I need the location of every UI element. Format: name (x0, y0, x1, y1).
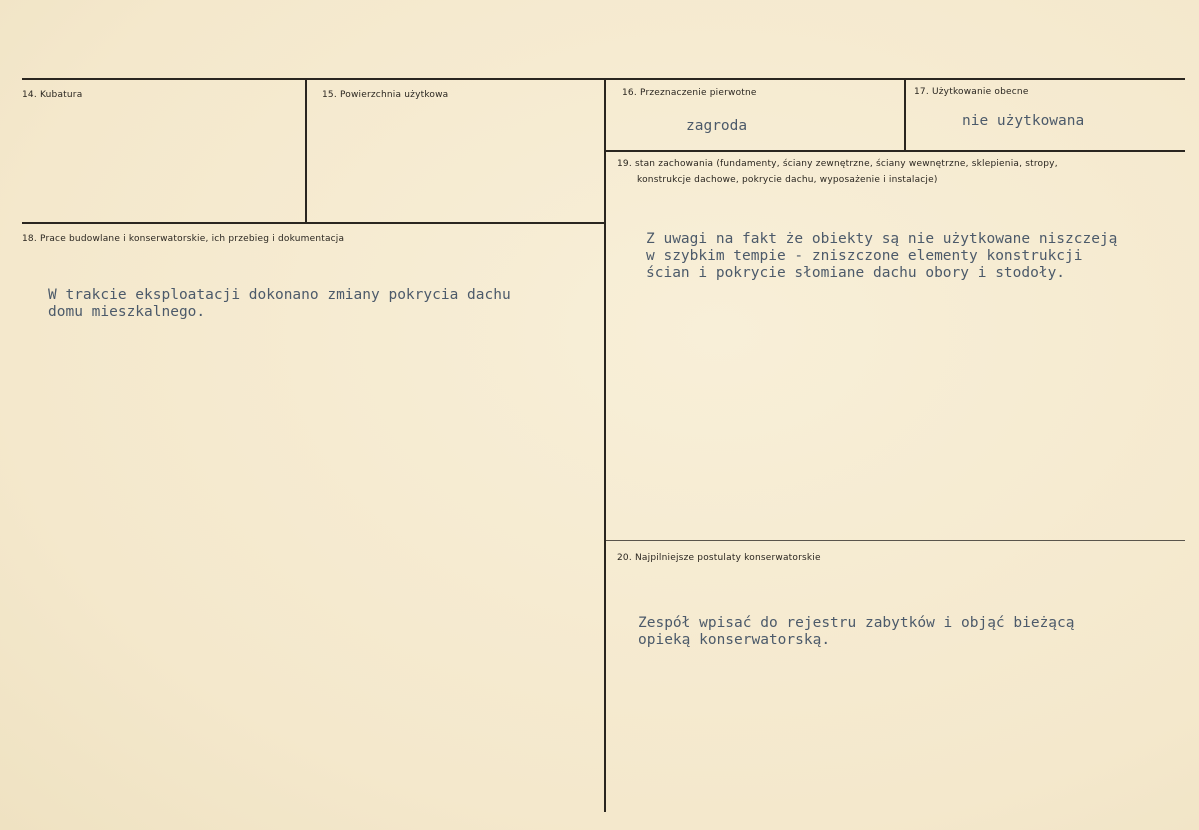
divider-15-16 (604, 79, 606, 812)
field-18-value: W trakcie eksploatacji dokonano zmiany pokrycia dachu domu mieszkalnego. (48, 287, 511, 320)
divider-14-15 (305, 79, 307, 224)
field-14-label: 14. Kubatura (22, 90, 83, 100)
field-16-value: zagroda (686, 118, 748, 134)
field-17-value: nie użytkowana (962, 113, 1085, 129)
divider-16-17 (904, 79, 906, 151)
field-15-label: 15. Powierzchnia użytkowa (322, 90, 449, 100)
field-19-label-line2: konstrukcje dachowe, pokrycie dachu, wyposażenie i instalacje) (637, 175, 938, 185)
rule-under-14-15 (22, 222, 605, 224)
field-17-label: 17. Użytkowanie obecne (914, 87, 1029, 97)
rule-above-20 (606, 540, 1185, 541)
field-19-value: Z uwagi na fakt że obiekty są nie użytkowane niszczeją w szybkim tempie - zniszczone elementy konstrukcji ścian i pokrycie słomiane dachu obory i stodoły. (646, 231, 1118, 281)
field-19-label-line1: 19. stan zachowania (fundamenty, ściany zewnętrzne, ściany wewnętrzne, sklepienia, stropy, (617, 159, 1058, 169)
rule-under-16-17 (606, 150, 1185, 152)
field-18-label: 18. Prace budowlane i konserwatorskie, ich przebieg i dokumentacja (22, 234, 345, 244)
field-16-label: 16. Przeznaczenie pierwotne (622, 88, 757, 98)
field-20-label: 20. Najpilniejsze postulaty konserwatorskie (617, 553, 821, 563)
field-20-value: Zespół wpisać do rejestru zabytków i objąć bieżącą opieką konserwatorską. (638, 615, 1075, 648)
